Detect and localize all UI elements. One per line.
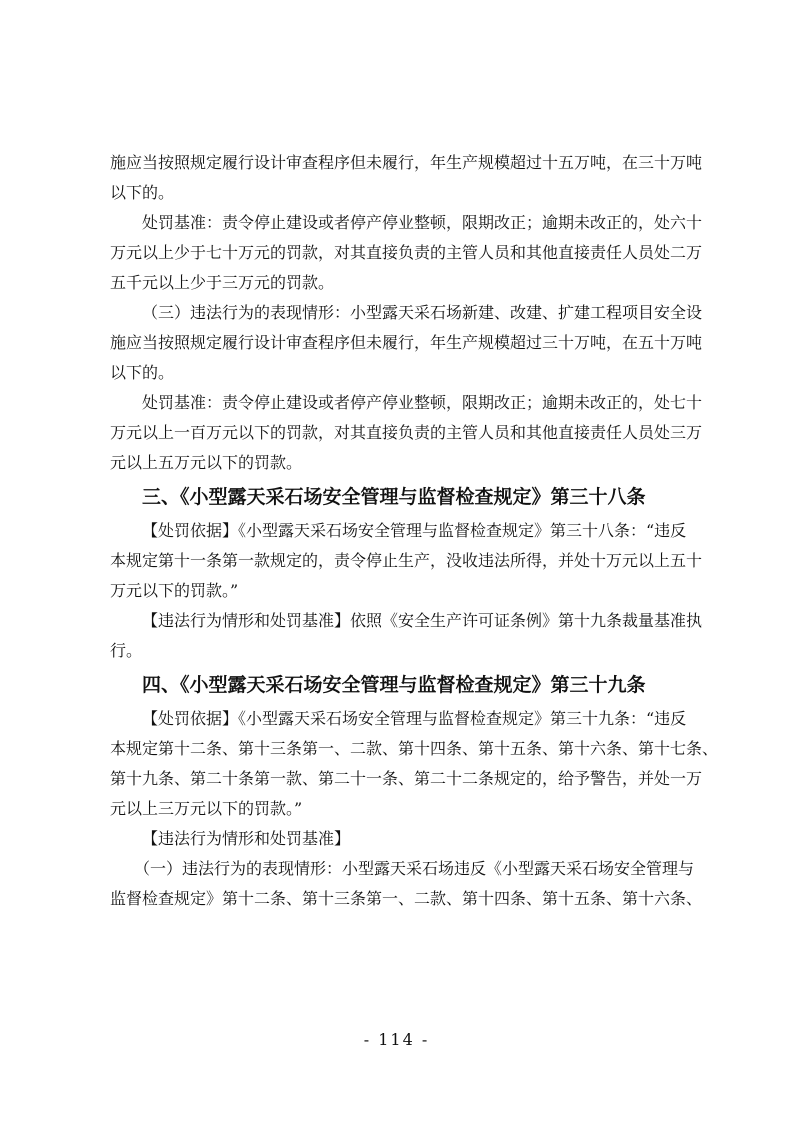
text-line: 以下的。 bbox=[110, 363, 175, 382]
section-heading: 四、《小型露天采石场安全管理与监督检查规定》第三十九条 bbox=[142, 674, 646, 696]
text-line: 【处罚依据】《小型露天采石场安全管理与监督检查规定》第三十九条：“违反 bbox=[142, 709, 687, 728]
text-line: 万元以下的罚款。” bbox=[110, 581, 239, 600]
text-line: 【违法行为情形和处罚基准】依照《安全生产许可证条例》第十九条裁量基准执 bbox=[142, 611, 703, 630]
text-line: 元以上三万元以下的罚款。” bbox=[110, 799, 303, 818]
text-line: 行。 bbox=[110, 641, 143, 660]
text-line: 监督检查规定》第十二条、第十三条第一、二款、第十四条、第十五条、第十六条、 bbox=[110, 889, 703, 908]
text-line: 以下的。 bbox=[110, 183, 175, 202]
page-number: - 114 - bbox=[363, 1030, 430, 1049]
section-heading: 三、《小型露天采石场安全管理与监督检查规定》第三十八条 bbox=[142, 486, 646, 508]
text-line: 本规定第十二条、第十三条第一、二款、第十四条、第十五条、第十六条、第十七条、 bbox=[110, 739, 719, 758]
document-body bbox=[110, 148, 719, 914]
text-line: 【违法行为情形和处罚基准】 bbox=[142, 829, 351, 848]
text-line: 元以上五万元以下的罚款。 bbox=[110, 453, 303, 472]
text-line: 处罚基准：责令停止建设或者停产停业整顿，限期改正；逾期未改正的，处六十 bbox=[142, 213, 703, 232]
text-line: 五千元以上少于三万元的罚款。 bbox=[110, 273, 335, 292]
text-line: 万元以上少于七十万元的罚款，对其直接负责的主管人员和其他直接责任人员处二万 bbox=[110, 243, 703, 262]
text-line: 施应当按照规定履行设计审查程序但未履行，年生产规模超过三十万吨，在五十万吨 bbox=[110, 333, 703, 352]
text-line: 本规定第十一条第一款规定的，责令停止生产，没收违法所得，并处十万元以上五十 bbox=[110, 551, 703, 570]
text-line: 万元以上一百万元以下的罚款，对其直接负责的主管人员和其他直接责任人员处三万 bbox=[110, 423, 703, 442]
text-line: （一）违法行为的表现情形：小型露天采石场违反《小型露天采石场安全管理与 bbox=[134, 859, 695, 878]
text-line: 施应当按照规定履行设计审查程序但未履行，年生产规模超过十五万吨，在三十万吨 bbox=[110, 153, 703, 172]
text-line: 第十九条、第二十条第一款、第二十一条、第二十二条规定的，给予警告，并处一万 bbox=[110, 769, 703, 788]
text-line: 【处罚依据】《小型露天采石场安全管理与监督检查规定》第三十八条：“违反 bbox=[142, 521, 687, 540]
text-line: 处罚基准：责令停止建设或者停产停业整顿，限期改正；逾期未改正的，处七十 bbox=[142, 393, 703, 412]
text-line: （三）违法行为的表现情形：小型露天采石场新建、改建、扩建工程项目安全设 bbox=[142, 303, 703, 322]
